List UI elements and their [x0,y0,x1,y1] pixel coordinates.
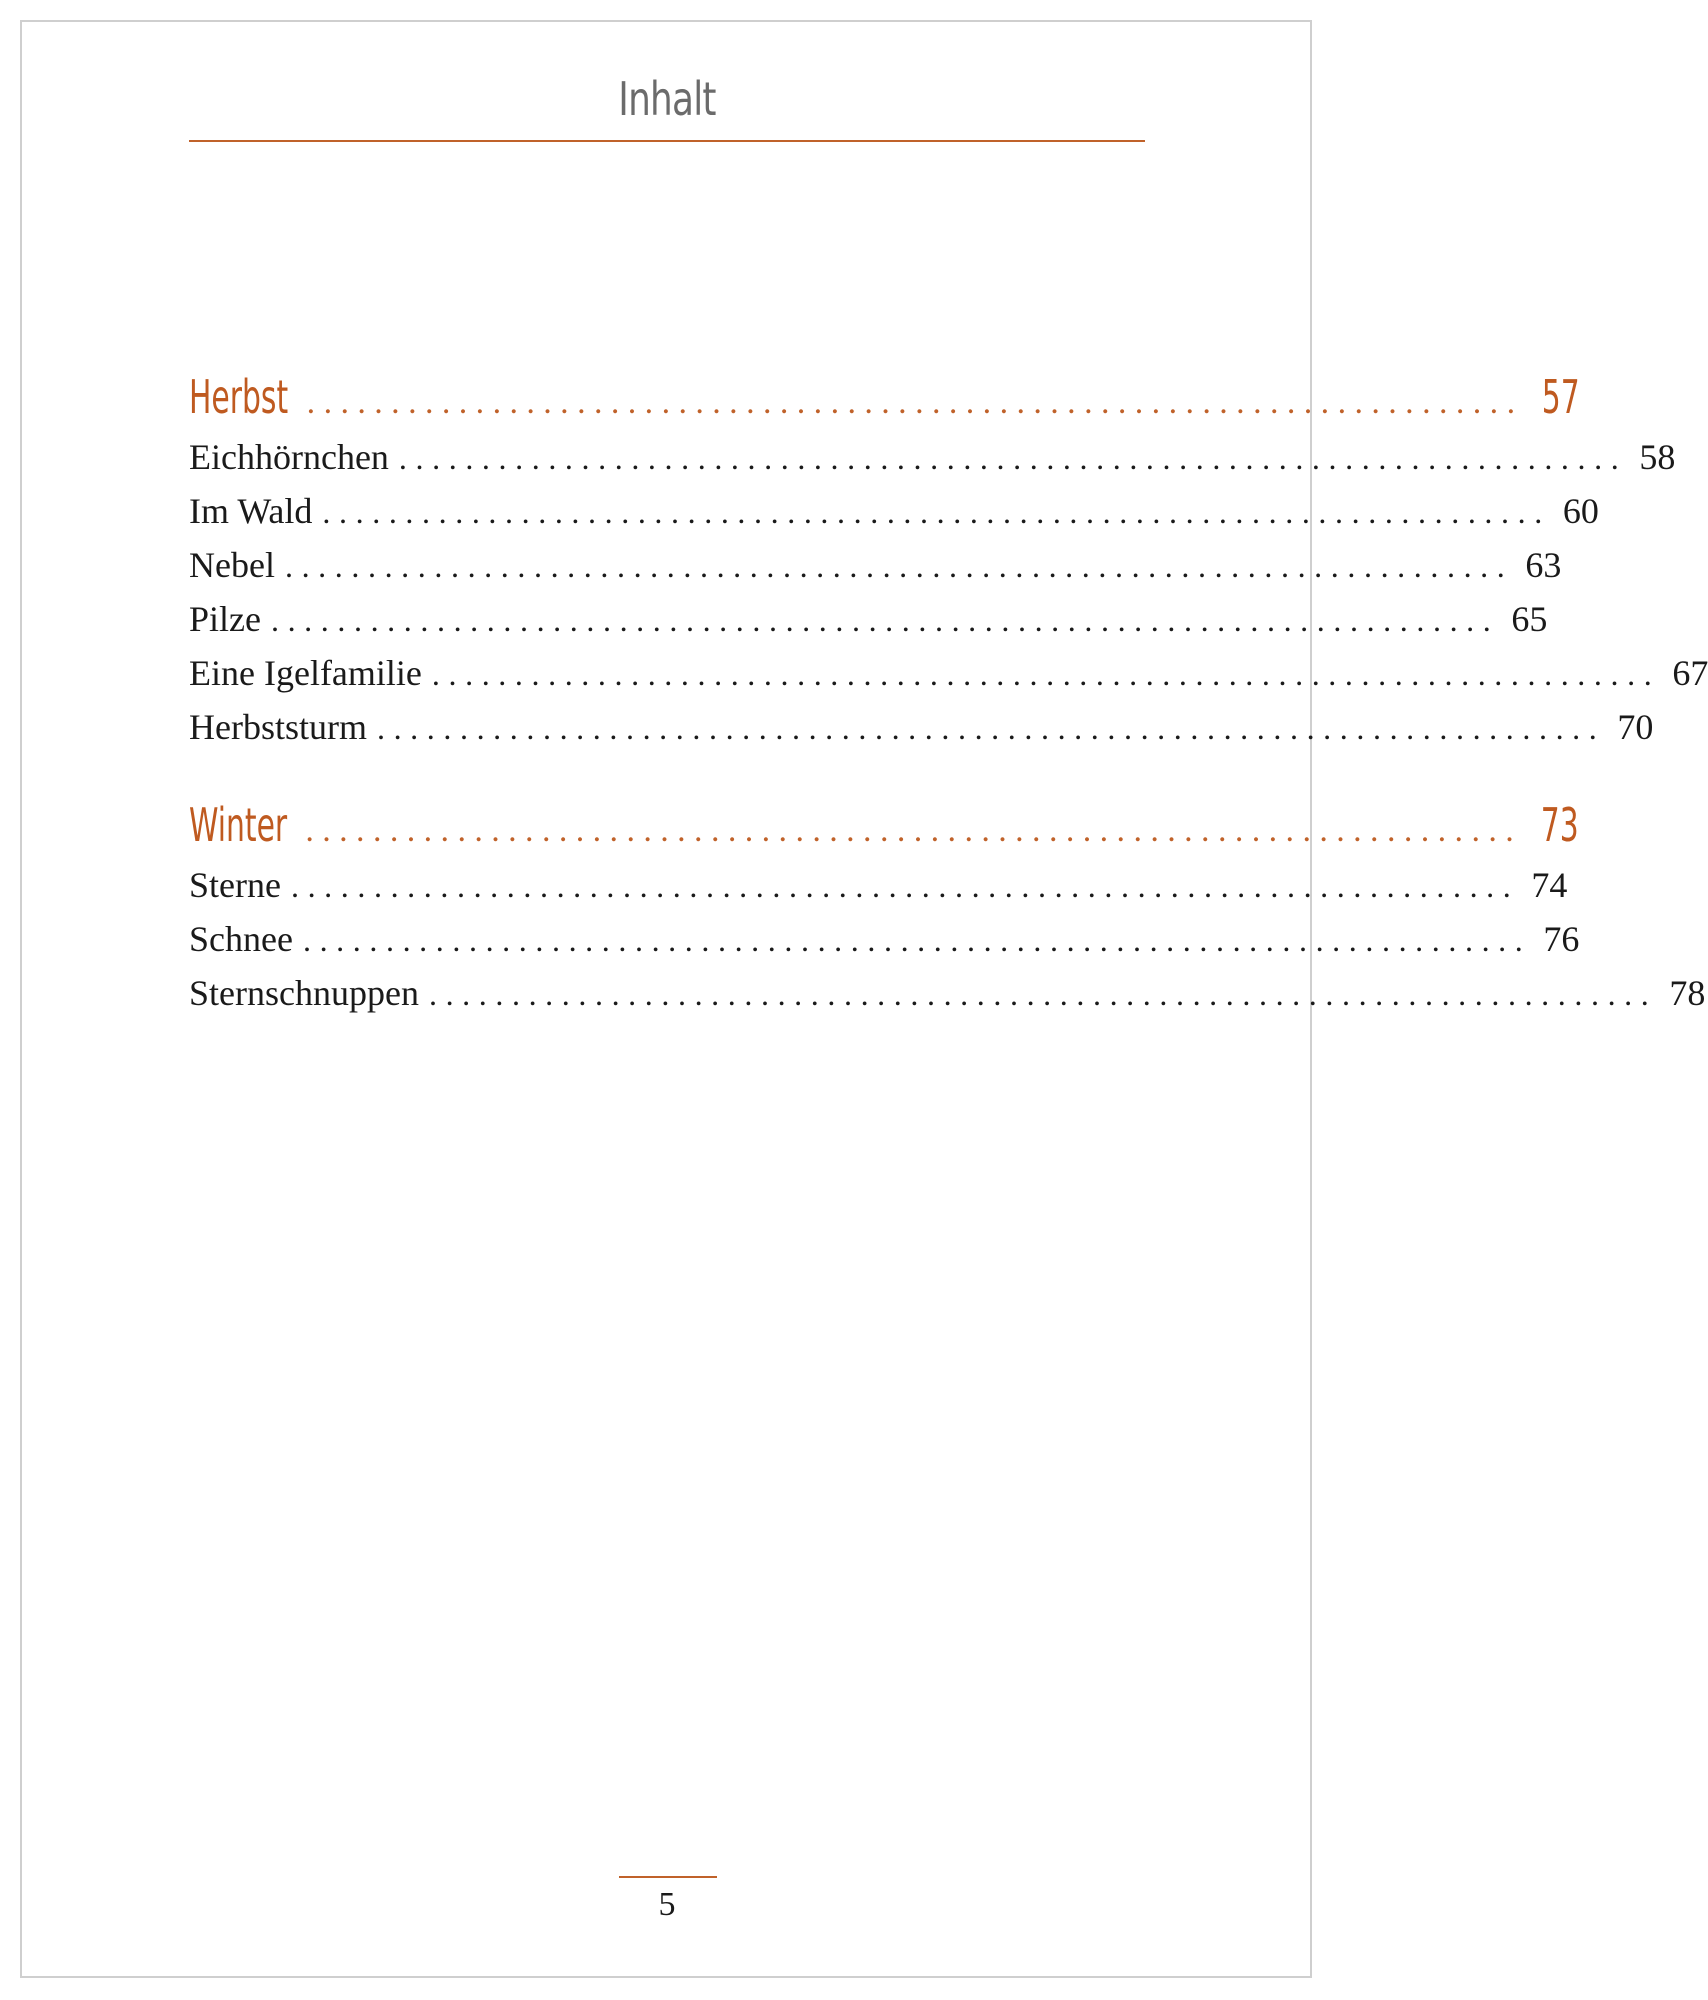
entry-title: Eichhörnchen [189,437,389,477]
dot-leader: .......................................................................... [431,656,1661,692]
entry-page-number: 74 [1531,865,1568,905]
dot-leader: .......................................................................... [302,922,1532,958]
section-title: Herbst [189,370,289,424]
section-heading-row[interactable] [189,798,1579,864]
dot-leader: ........................................................................ [305,812,1523,849]
toc-entry[interactable] [189,706,1654,760]
dot-leader: .......................................................................... [270,602,1500,638]
table-of-contents [189,370,1708,1026]
toc-entry[interactable] [189,544,1562,598]
dot-leader: .......................................................................... [322,494,1551,530]
dot-leader: ........................................................................ [306,384,1524,421]
dot-leader: .......................................................................... [398,440,1628,476]
section-title: Winter [189,798,288,852]
entry-title: Pilze [189,599,261,639]
entry-title: Schnee [189,919,293,959]
entry-title: Nebel [189,545,275,585]
section-page-number: 57 [1542,370,1581,424]
toc-entry[interactable] [189,652,1708,706]
toc-section-herbst [189,370,1708,760]
page-title: Inhalt [618,72,716,126]
section-heading-row[interactable] [189,370,1581,436]
entry-title: Sterne [189,865,281,905]
entry-page-number: 78 [1669,973,1706,1013]
dot-leader: .......................................................................... [290,868,1520,904]
entry-title: Herbststurm [189,707,367,747]
toc-entry[interactable] [189,864,1568,918]
dot-leader: .......................................................................... [284,548,1514,584]
section-page-number: 73 [1540,798,1579,852]
toc-entry[interactable] [189,490,1599,544]
toc-entry[interactable] [189,436,1676,490]
toc-entry[interactable] [189,972,1706,1026]
entry-page-number: 58 [1639,437,1676,477]
entry-page-number: 67 [1672,653,1708,693]
toc-section-winter [189,798,1706,1026]
entry-title: Eine Igelfamilie [189,653,422,693]
footer-divider [619,1876,717,1878]
entry-title: Im Wald [189,491,313,531]
entry-title: Sternschnuppen [189,973,419,1013]
entry-page-number: 76 [1543,919,1580,959]
entry-page-number: 60 [1562,491,1599,531]
entry-page-number: 65 [1511,599,1548,639]
dot-leader: .......................................................................... [428,976,1658,1012]
entry-page-number: 70 [1617,707,1654,747]
header-divider [189,140,1145,142]
toc-entry[interactable] [189,598,1548,652]
entry-page-number: 63 [1525,545,1562,585]
dot-leader: .......................................................................... [376,710,1606,746]
toc-entry[interactable] [189,918,1580,972]
page-number: 5 [658,1886,676,1923]
